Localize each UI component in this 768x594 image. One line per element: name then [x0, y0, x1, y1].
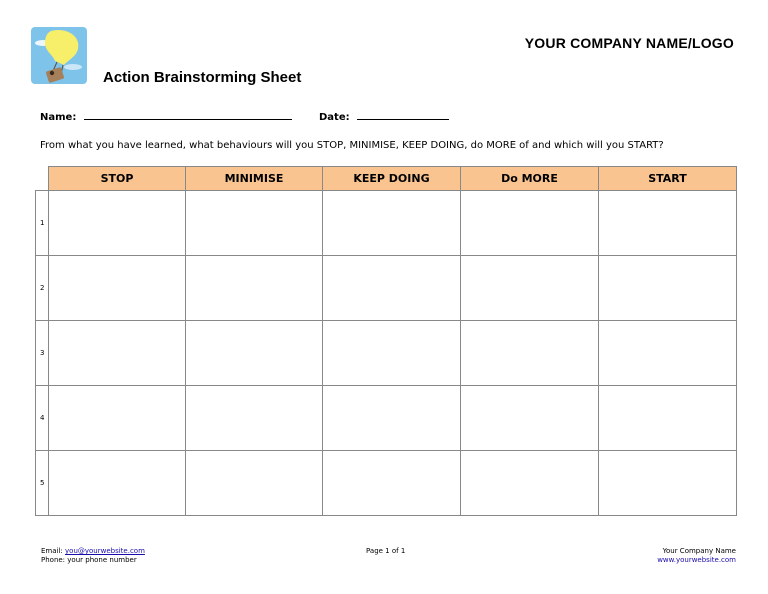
website-link[interactable]: www.yourwebsite.com	[657, 556, 736, 564]
row-number: 2	[36, 256, 49, 321]
name-field	[40, 109, 292, 123]
cell-keep-doing[interactable]	[323, 386, 461, 451]
table-row	[36, 386, 737, 451]
footer-company-name: Your Company Name	[662, 547, 736, 555]
cell-keep-doing[interactable]	[323, 451, 461, 516]
row-number: 4	[36, 386, 49, 451]
cell-start[interactable]	[599, 191, 737, 256]
cell-stop[interactable]	[49, 321, 186, 386]
table-row	[36, 451, 737, 516]
cell-start[interactable]	[599, 321, 737, 386]
column-header-do-more: Do MORE	[461, 167, 599, 191]
cell-minimise[interactable]	[186, 386, 323, 451]
footer-contact	[41, 547, 145, 565]
cell-do-more[interactable]	[461, 451, 599, 516]
column-header-stop: STOP	[49, 167, 186, 191]
date-input-line[interactable]	[357, 109, 449, 120]
cell-do-more[interactable]	[461, 256, 599, 321]
column-header-keep-doing: KEEP DOING	[323, 167, 461, 191]
name-input-line[interactable]	[84, 109, 292, 120]
cell-stop[interactable]	[49, 191, 186, 256]
cell-minimise[interactable]	[186, 256, 323, 321]
cell-do-more[interactable]	[461, 321, 599, 386]
cell-minimise[interactable]	[186, 451, 323, 516]
cell-start[interactable]	[599, 256, 737, 321]
cell-keep-doing[interactable]	[323, 191, 461, 256]
phone-value: your phone number	[67, 556, 137, 564]
table-row	[36, 191, 737, 256]
cell-do-more[interactable]	[461, 386, 599, 451]
cell-keep-doing[interactable]	[323, 321, 461, 386]
table-header-row	[36, 167, 737, 191]
cell-keep-doing[interactable]	[323, 256, 461, 321]
cell-minimise[interactable]	[186, 191, 323, 256]
name-label: Name:	[40, 112, 77, 123]
row-number: 1	[36, 191, 49, 256]
table-row	[36, 256, 737, 321]
cell-start[interactable]	[599, 386, 737, 451]
cell-stop[interactable]	[49, 256, 186, 321]
cell-do-more[interactable]	[461, 191, 599, 256]
date-label: Date:	[319, 112, 350, 123]
email-link[interactable]: you@yourwebsite.com	[65, 547, 145, 555]
hot-air-balloon-icon	[31, 27, 87, 84]
cell-stop[interactable]	[49, 386, 186, 451]
page-title: Action Brainstorming Sheet	[103, 69, 302, 86]
row-number-header	[36, 167, 49, 191]
row-number: 3	[36, 321, 49, 386]
company-name-logo: YOUR COMPANY NAME/LOGO	[524, 35, 734, 51]
cell-stop[interactable]	[49, 451, 186, 516]
cell-start[interactable]	[599, 451, 737, 516]
brainstorm-table	[35, 166, 736, 516]
table-row	[36, 321, 737, 386]
date-field	[319, 109, 449, 123]
cell-minimise[interactable]	[186, 321, 323, 386]
page-number: Page 1 of 1	[366, 547, 406, 555]
phone-label: Phone:	[41, 556, 66, 564]
column-header-minimise: MINIMISE	[186, 167, 323, 191]
column-header-start: START	[599, 167, 737, 191]
email-label: Email:	[41, 547, 63, 555]
instruction-text: From what you have learned, what behaviours will you STOP, MINIMISE, KEEP DOING, do MORE of and which will you START?	[40, 140, 664, 151]
footer-company	[657, 547, 736, 565]
row-number: 5	[36, 451, 49, 516]
